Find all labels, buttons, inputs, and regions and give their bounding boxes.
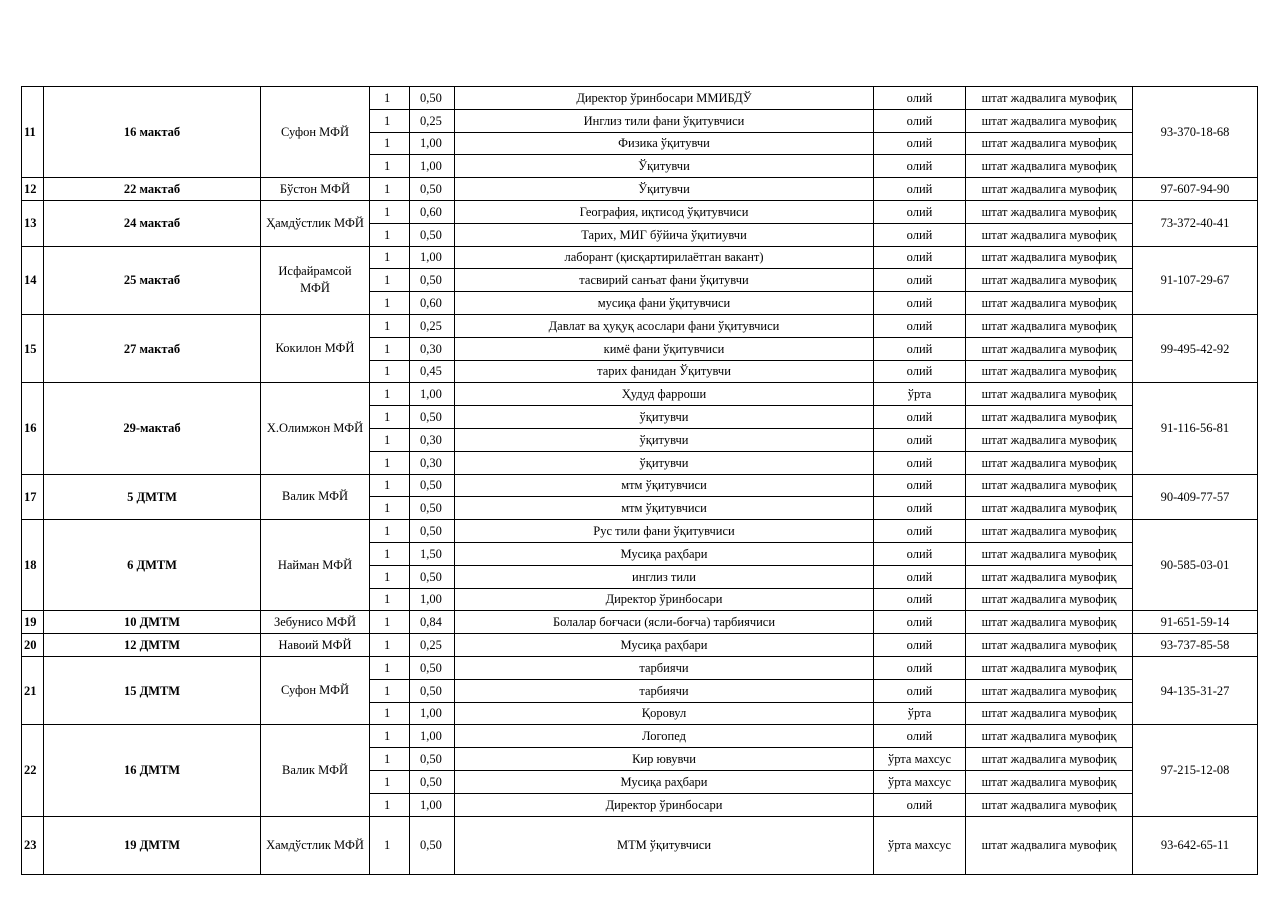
table-body — [22, 87, 1258, 875]
note-cell: штат жадвалига мувофиқ — [966, 497, 1133, 520]
rate-cell: 0,25 — [410, 314, 455, 337]
note-cell: штат жадвалига мувофиқ — [966, 360, 1133, 383]
position-cell: Қоровул — [455, 702, 874, 725]
note-cell: штат жадвалига мувофиқ — [966, 816, 1133, 874]
rate-cell: 0,60 — [410, 292, 455, 315]
quantity-cell: 1 — [370, 588, 410, 611]
note-cell: штат жадвалига мувофиқ — [966, 451, 1133, 474]
rate-cell: 1,00 — [410, 793, 455, 816]
phone-cell: 97-215-12-08 — [1133, 725, 1258, 816]
note-cell: штат жадвалига мувофиқ — [966, 725, 1133, 748]
phone-cell: 90-409-77-57 — [1133, 474, 1258, 520]
quantity-cell: 1 — [370, 314, 410, 337]
quantity-cell: 1 — [370, 748, 410, 771]
rate-cell: 0,25 — [410, 634, 455, 657]
table-row — [22, 816, 1258, 874]
rate-cell: 0,50 — [410, 406, 455, 429]
rate-cell: 0,50 — [410, 816, 455, 874]
phone-cell: 94-135-31-27 — [1133, 656, 1258, 724]
position-cell: Логопед — [455, 725, 874, 748]
position-cell: Инглиз тили фани ўқитувчиси — [455, 109, 874, 132]
rate-cell: 0,50 — [410, 178, 455, 201]
quantity-cell: 1 — [370, 611, 410, 634]
quantity-cell: 1 — [370, 634, 410, 657]
note-cell: штат жадвалига мувофиқ — [966, 702, 1133, 725]
quantity-cell: 1 — [370, 725, 410, 748]
table-row — [22, 634, 1258, 657]
row-number: 21 — [22, 656, 44, 724]
education-cell: олий — [874, 725, 966, 748]
mahalla-name: Суфон МФЙ — [261, 656, 370, 724]
rate-cell: 0,84 — [410, 611, 455, 634]
education-cell: олий — [874, 428, 966, 451]
note-cell: штат жадвалига мувофиқ — [966, 87, 1133, 110]
note-cell: штат жадвалига мувофиқ — [966, 246, 1133, 269]
note-cell: штат жадвалига мувофиқ — [966, 200, 1133, 223]
quantity-cell: 1 — [370, 565, 410, 588]
rate-cell: 1,00 — [410, 588, 455, 611]
education-cell: олий — [874, 474, 966, 497]
row-number: 18 — [22, 520, 44, 611]
phone-cell: 91-116-56-81 — [1133, 383, 1258, 474]
education-cell: ўрта махсус — [874, 770, 966, 793]
position-cell: Ўқитувчи — [455, 178, 874, 201]
note-cell: штат жадвалига мувофиқ — [966, 223, 1133, 246]
education-cell: ўрта махсус — [874, 816, 966, 874]
education-cell: олий — [874, 634, 966, 657]
rate-cell: 0,25 — [410, 109, 455, 132]
position-cell: тасвирий санъат фани ўқитувчи — [455, 269, 874, 292]
mahalla-name: Бўстон МФЙ — [261, 178, 370, 201]
row-number: 23 — [22, 816, 44, 874]
quantity-cell: 1 — [370, 383, 410, 406]
table-row — [22, 656, 1258, 679]
table-row — [22, 474, 1258, 497]
position-cell: Кир ювувчи — [455, 748, 874, 771]
rate-cell: 1,00 — [410, 155, 455, 178]
phone-cell: 97-607-94-90 — [1133, 178, 1258, 201]
rate-cell: 0,30 — [410, 337, 455, 360]
position-cell: Ҳудуд фарроши — [455, 383, 874, 406]
education-cell: олий — [874, 269, 966, 292]
mahalla-name: Валик МФЙ — [261, 725, 370, 816]
quantity-cell: 1 — [370, 497, 410, 520]
education-cell: олий — [874, 178, 966, 201]
institution-name: 10 ДМТМ — [44, 611, 261, 634]
quantity-cell: 1 — [370, 178, 410, 201]
row-number: 19 — [22, 611, 44, 634]
education-cell: олий — [874, 223, 966, 246]
education-cell: олий — [874, 451, 966, 474]
note-cell: штат жадвалига мувофиқ — [966, 656, 1133, 679]
quantity-cell: 1 — [370, 246, 410, 269]
rate-cell: 0,50 — [410, 474, 455, 497]
quantity-cell: 1 — [370, 87, 410, 110]
institution-name: 5 ДМТМ — [44, 474, 261, 520]
quantity-cell: 1 — [370, 770, 410, 793]
quantity-cell: 1 — [370, 702, 410, 725]
position-cell: мтм ўқитувчиси — [455, 474, 874, 497]
institution-name: 16 ДМТМ — [44, 725, 261, 816]
quantity-cell: 1 — [370, 474, 410, 497]
education-cell: олий — [874, 793, 966, 816]
row-number: 16 — [22, 383, 44, 474]
mahalla-name: Исфайрамсой МФЙ — [261, 246, 370, 314]
row-number: 13 — [22, 200, 44, 246]
education-cell: олий — [874, 406, 966, 429]
rate-cell: 1,00 — [410, 132, 455, 155]
rate-cell: 0,50 — [410, 565, 455, 588]
education-cell: олий — [874, 520, 966, 543]
note-cell: штат жадвалига мувофиқ — [966, 634, 1133, 657]
position-cell: Физика ўқитувчи — [455, 132, 874, 155]
position-cell: Мусиқа раҳбари — [455, 542, 874, 565]
position-cell: мтм ўқитувчиси — [455, 497, 874, 520]
table-row — [22, 383, 1258, 406]
position-cell: Болалар боғчаси (ясли-боғча) тарбиячиси — [455, 611, 874, 634]
quantity-cell: 1 — [370, 269, 410, 292]
education-cell: олий — [874, 611, 966, 634]
quantity-cell: 1 — [370, 656, 410, 679]
mahalla-name: Х.Олимжон МФЙ — [261, 383, 370, 474]
institution-name: 25 мактаб — [44, 246, 261, 314]
institution-name: 19 ДМТМ — [44, 816, 261, 874]
rate-cell: 1,00 — [410, 725, 455, 748]
position-cell: ўқитувчи — [455, 428, 874, 451]
education-cell: олий — [874, 246, 966, 269]
note-cell: штат жадвалига мувофиқ — [966, 178, 1133, 201]
row-number: 12 — [22, 178, 44, 201]
education-cell: олий — [874, 109, 966, 132]
education-cell: олий — [874, 542, 966, 565]
table-row — [22, 725, 1258, 748]
note-cell: штат жадвалига мувофиқ — [966, 542, 1133, 565]
institution-name: 16 мактаб — [44, 87, 261, 178]
note-cell: штат жадвалига мувофиқ — [966, 406, 1133, 429]
position-cell: Давлат ва ҳуқуқ асослари фани ўқитувчиси — [455, 314, 874, 337]
education-cell: олий — [874, 656, 966, 679]
note-cell: штат жадвалига мувофиқ — [966, 770, 1133, 793]
quantity-cell: 1 — [370, 155, 410, 178]
education-cell: олий — [874, 565, 966, 588]
row-number: 14 — [22, 246, 44, 314]
note-cell: штат жадвалига мувофиқ — [966, 428, 1133, 451]
quantity-cell: 1 — [370, 793, 410, 816]
quantity-cell: 1 — [370, 132, 410, 155]
position-cell: инглиз тили — [455, 565, 874, 588]
phone-cell: 73-372-40-41 — [1133, 200, 1258, 246]
quantity-cell: 1 — [370, 451, 410, 474]
position-cell: География, иқтисод ўқитувчиси — [455, 200, 874, 223]
rate-cell: 1,00 — [410, 383, 455, 406]
rate-cell: 1,00 — [410, 246, 455, 269]
note-cell: штат жадвалига мувофиқ — [966, 314, 1133, 337]
mahalla-name: Зебунисо МФЙ — [261, 611, 370, 634]
mahalla-name: Валик МФЙ — [261, 474, 370, 520]
quantity-cell: 1 — [370, 520, 410, 543]
rate-cell: 1,50 — [410, 542, 455, 565]
note-cell: штат жадвалига мувофиқ — [966, 565, 1133, 588]
phone-cell: 93-370-18-68 — [1133, 87, 1258, 178]
note-cell: штат жадвалига мувофиқ — [966, 132, 1133, 155]
rate-cell: 0,30 — [410, 428, 455, 451]
mahalla-name: Суфон МФЙ — [261, 87, 370, 178]
rate-cell: 0,30 — [410, 451, 455, 474]
quantity-cell: 1 — [370, 816, 410, 874]
position-cell: мусиқа фани ўқитувчиси — [455, 292, 874, 315]
table-row — [22, 246, 1258, 269]
position-cell: ўқитувчи — [455, 406, 874, 429]
rate-cell: 1,00 — [410, 702, 455, 725]
position-cell: Директор ўринбосари — [455, 588, 874, 611]
row-number: 11 — [22, 87, 44, 178]
mahalla-name: Навоий МФЙ — [261, 634, 370, 657]
quantity-cell: 1 — [370, 200, 410, 223]
education-cell: ўрта — [874, 702, 966, 725]
rate-cell: 0,50 — [410, 520, 455, 543]
quantity-cell: 1 — [370, 337, 410, 360]
rate-cell: 0,50 — [410, 269, 455, 292]
table-row — [22, 200, 1258, 223]
position-cell: Директор ўринбосари ММИБДЎ — [455, 87, 874, 110]
table-row — [22, 611, 1258, 634]
note-cell: штат жадвалига мувофиқ — [966, 588, 1133, 611]
institution-name: 12 ДМТМ — [44, 634, 261, 657]
position-cell: Рус тили фани ўқитувчиси — [455, 520, 874, 543]
institution-name: 27 мактаб — [44, 314, 261, 382]
note-cell: штат жадвалига мувофиқ — [966, 155, 1133, 178]
row-number: 20 — [22, 634, 44, 657]
institution-name: 15 ДМТМ — [44, 656, 261, 724]
education-cell: олий — [874, 132, 966, 155]
row-number: 15 — [22, 314, 44, 382]
mahalla-name: Найман МФЙ — [261, 520, 370, 611]
table-row — [22, 178, 1258, 201]
quantity-cell: 1 — [370, 360, 410, 383]
row-number: 22 — [22, 725, 44, 816]
rate-cell: 0,50 — [410, 679, 455, 702]
note-cell: штат жадвалига мувофиқ — [966, 748, 1133, 771]
institution-name: 29-мактаб — [44, 383, 261, 474]
phone-cell: 93-737-85-58 — [1133, 634, 1258, 657]
note-cell: штат жадвалига мувофиқ — [966, 793, 1133, 816]
education-cell: олий — [874, 360, 966, 383]
note-cell: штат жадвалига мувофиқ — [966, 109, 1133, 132]
position-cell: ўқитувчи — [455, 451, 874, 474]
education-cell: олий — [874, 497, 966, 520]
education-cell: олий — [874, 588, 966, 611]
education-cell: олий — [874, 314, 966, 337]
position-cell: лаборант (қисқартирилаётган вакант) — [455, 246, 874, 269]
note-cell: штат жадвалига мувофиқ — [966, 269, 1133, 292]
row-number: 17 — [22, 474, 44, 520]
education-cell: олий — [874, 87, 966, 110]
education-cell: олий — [874, 155, 966, 178]
institution-name: 6 ДМТМ — [44, 520, 261, 611]
vacancy-table — [21, 86, 1258, 875]
note-cell: штат жадвалига мувофиқ — [966, 383, 1133, 406]
note-cell: штат жадвалига мувофиқ — [966, 292, 1133, 315]
note-cell: штат жадвалига мувофиқ — [966, 474, 1133, 497]
note-cell: штат жадвалига мувофиқ — [966, 520, 1133, 543]
quantity-cell: 1 — [370, 109, 410, 132]
institution-name: 24 мактаб — [44, 200, 261, 246]
position-cell: Ўқитувчи — [455, 155, 874, 178]
mahalla-name: Ҳамдўстлик МФЙ — [261, 200, 370, 246]
mahalla-name: Кокилон МФЙ — [261, 314, 370, 382]
note-cell: штат жадвалига мувофиқ — [966, 679, 1133, 702]
institution-name: 22 мактаб — [44, 178, 261, 201]
position-cell: кимё фани ўқитувчиси — [455, 337, 874, 360]
education-cell: олий — [874, 292, 966, 315]
phone-cell: 90-585-03-01 — [1133, 520, 1258, 611]
note-cell: штат жадвалига мувофиқ — [966, 611, 1133, 634]
rate-cell: 0,50 — [410, 748, 455, 771]
quantity-cell: 1 — [370, 223, 410, 246]
rate-cell: 0,50 — [410, 497, 455, 520]
education-cell: олий — [874, 679, 966, 702]
phone-cell: 93-642-65-11 — [1133, 816, 1258, 874]
phone-cell: 99-495-42-92 — [1133, 314, 1258, 382]
position-cell: Тарих, МИГ бўйича ўқитиувчи — [455, 223, 874, 246]
education-cell: ўрта — [874, 383, 966, 406]
position-cell: Мусиқа раҳбари — [455, 634, 874, 657]
note-cell: штат жадвалига мувофиқ — [966, 337, 1133, 360]
position-cell: тарбиячи — [455, 656, 874, 679]
position-cell: МТМ ўқитувчиси — [455, 816, 874, 874]
rate-cell: 0,45 — [410, 360, 455, 383]
rate-cell: 0,50 — [410, 656, 455, 679]
mahalla-name: Хамдўстлик МФЙ — [261, 816, 370, 874]
education-cell: ўрта махсус — [874, 748, 966, 771]
position-cell: Мусиқа раҳбари — [455, 770, 874, 793]
quantity-cell: 1 — [370, 406, 410, 429]
quantity-cell: 1 — [370, 292, 410, 315]
table-row — [22, 87, 1258, 110]
position-cell: тарбиячи — [455, 679, 874, 702]
phone-cell: 91-651-59-14 — [1133, 611, 1258, 634]
rate-cell: 0,50 — [410, 87, 455, 110]
education-cell: олий — [874, 337, 966, 360]
rate-cell: 0,50 — [410, 223, 455, 246]
position-cell: Директор ўринбосари — [455, 793, 874, 816]
education-cell: олий — [874, 200, 966, 223]
table-row — [22, 314, 1258, 337]
table-row — [22, 520, 1258, 543]
rate-cell: 0,60 — [410, 200, 455, 223]
rate-cell: 0,50 — [410, 770, 455, 793]
phone-cell: 91-107-29-67 — [1133, 246, 1258, 314]
quantity-cell: 1 — [370, 679, 410, 702]
quantity-cell: 1 — [370, 542, 410, 565]
quantity-cell: 1 — [370, 428, 410, 451]
position-cell: тарих фанидан Ўқитувчи — [455, 360, 874, 383]
